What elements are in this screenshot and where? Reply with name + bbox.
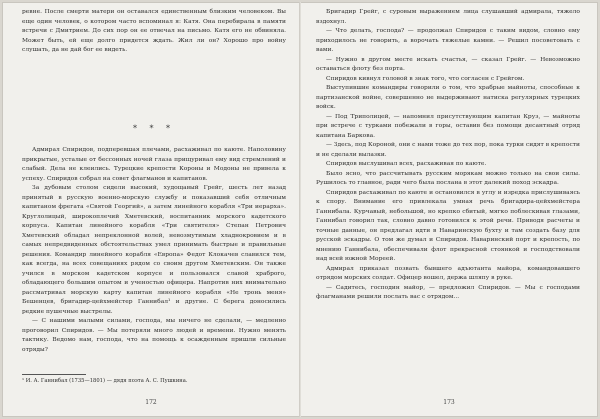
left-paragraph-top: ревне. После смерти матери он оставался единственным близким человеком. Вы еще один человек, о котором часто вспоминал я: Катя. Она перебирала в памяти встречи с Дмитрием. До сих пор он ее отвечал на письмо. Катя его не обвиняла. Может быть, ей еще долго придется ждать. Жил ли он? Хорошо про войну слушать, да не дай бог ее видеть. [22, 9, 286, 53]
right-paragraph-7: — Здесь, под Короной, они с нами тоже до тех пор, пока турки сидят в крепости и не сделали вылазки. [316, 142, 580, 158]
right-paragraph-8: Спиридов выслушивал всех, расхаживая по каюте. [326, 161, 487, 167]
right-main-block [316, 8, 580, 386]
right-paragraph-10: Спиридов расхаживал по каюте и остановился в углу и изредка прислушиваясь к спору. Внимание его привлекала умная речь бригадира-цейхмейстера Ганнибала. Курчавый, небольшой, но крепко сбитый, мягко поблескивая глазами, Ганнибал говорил так, словно давно готовился к этой речи. Приводя расчеты и точные данные, он предлагал идти в Наваринскую бухту и там создать базу для русской эскадры. О том же думал и Спиридов. Наваринский порт и крепость, по мнению Ганнибала, обеспечивали флот прекрасной стоянкой и господствовали над всей южной Мореей. [316, 189, 580, 262]
right-paragraph-1: Бригадир Грейг, с суровым выражением лица слушавший адмирала, тяжело вздохнул. [316, 9, 580, 25]
right-paragraph-2: — Что делать, господа? — продолжал Спиридов с таким видом, словно ему приходилось не говорить, а ворочать тяжелые камни. — Решил посоветовать с вами. [316, 28, 580, 53]
book-gutter [299, 2, 301, 417]
left-top-block [22, 8, 286, 105]
right-page [300, 2, 598, 417]
left-paragraph-2: За дубовым столом сидели высокий, худощавый Грейг, шесть лет назад принятый в русскую военно-морскую службу и показавший себя отличным капитаном фрегата «Святой Георгий», а затем линейного корабля «Три иерарха». Круглолицый, широкоплечий Хметевский, воспитанник морского кадетского корпуса. Капитан линейного корабля «Три святителя» Степан Петрович Хметевский обладал непреклонной волей, невозмутимым хладнокровием и в самых непредвиденных обстоятельствах умел принимать быстрые и правильные решения. Командир линейного корабля «Европа» Федот Клокачев славился тем, как всегда, на всех совещаниях рядом со своим другом Хметевским. Он также учился в морском кадетском корпусе и пользовался славой храброго, обладающего большим опытом и ученостью офицера. Напротив них внимательно рассматривал морскую карту капитан линейного корабля «Не тронь меня» Бешенцев, бригадир-цейхмейстер Ганнибал¹ и другие. С берега доносились редкие пушечные выстрелы. [22, 185, 286, 315]
right-page-number: 173 [443, 399, 455, 406]
left-page-number: 172 [145, 399, 157, 406]
footnote-rule [22, 374, 86, 375]
section-separator: * * * [132, 124, 176, 133]
right-paragraph-12: — Садитесь, господин майор, — предложил Спиридов. — Мы с господами флагманами решили послать вас с отрядом... [316, 284, 580, 300]
book-spread [2, 2, 598, 417]
left-paragraph-3: — С нашими малыми силами, господа, мы ничего не сделали, — медленно проговорил Спиридов. — Мы потеряли много людей и времени. Нужно менять тактику. Ведомо нам, господа, что на помощь к осажденным пришли сильные отряды? [22, 318, 286, 353]
left-main-block [22, 146, 286, 364]
right-paragraph-9: Было ясно, что рассчитывать русским морякам можно только на свои силы. Рушилось то главное, ради чего была послана в этот далекий поход эскадра. [316, 170, 580, 186]
right-paragraph-4: Спиридов кивнул головой в знак того, что согласен с Грейгом. [326, 75, 525, 82]
footnote: ¹ И. А. Ганнибал (1735—1801) — дядя поэта А. С. Пушкина. [22, 378, 188, 384]
right-paragraph-6: — Под Триполицей, — напомнил присутствующим капитан Круз, — майноты при встрече с турками побежали в горы, оставив без помощи десантный отряд капитана Баркова. [316, 113, 580, 139]
right-paragraph-5: Выступившие командиры говорили о том, что храбрые майноты, способные к партизанской войне, совершенно не выдерживают натиска регулярных турецких войск. [316, 85, 580, 110]
left-page [2, 2, 300, 417]
right-paragraph-11: Адмирал приказал позвать бывшего адъютанта майора, командовавшего отрядом морских солдат. Офицер вошел, держа шляпу в руке. [316, 265, 580, 281]
right-paragraph-3: — Нужно в другом месте искать счастья, — сказал Грейг. — Невозможно оставаться флоту без порта. [316, 56, 580, 72]
left-paragraph-1: Адмирал Спиридов, подперевшая плечами, расхаживал по каюте. Наполовину прикрытые, усталые от бессонных ночей глаза прищуривал ему вид стремлений и слабый. Дела не клеились. Турецкие крепости Короны и Модоны не привела к успеху. Спиридов собрал на совет флагманов и капитанов. [22, 147, 286, 182]
